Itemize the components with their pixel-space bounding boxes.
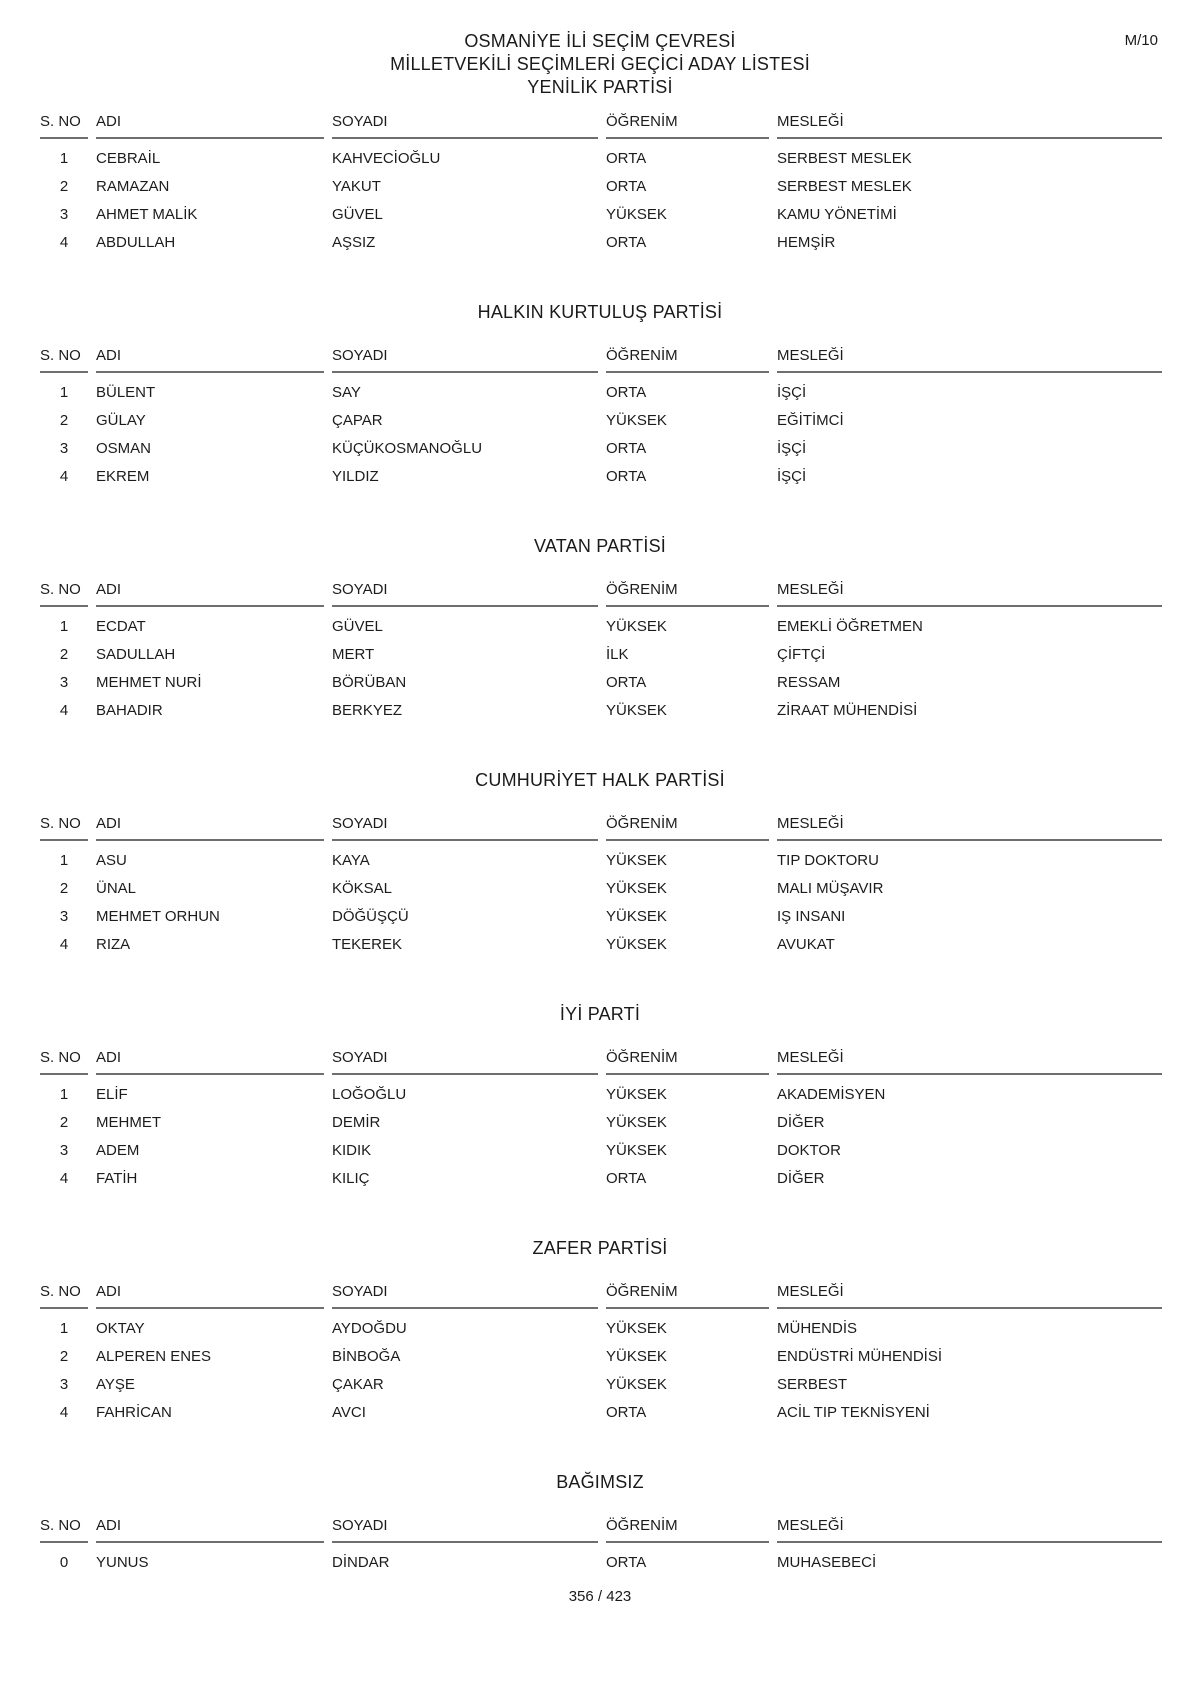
cell-sno: 3: [59, 1141, 69, 1159]
cell-ogrenim: YÜKSEK: [606, 1319, 667, 1337]
cell-adi: SADULLAH: [96, 645, 176, 663]
cell-ogrenim: ORTA: [606, 467, 647, 485]
candidate-row: [40, 1342, 1162, 1370]
cell-soyadi: KAHVECİOĞLU: [332, 149, 441, 167]
cell-meslegi: SERBEST MESLEK: [777, 149, 912, 167]
candidate-table: [40, 1283, 1162, 1426]
candidate-row: [40, 200, 1162, 228]
cell-ogrenim: YÜKSEK: [606, 1347, 667, 1365]
cell-meslegi: TIP DOKTORU: [777, 851, 879, 869]
column-header-sno: S. NO: [40, 113, 88, 139]
column-header-sno: S. NO: [40, 1517, 88, 1543]
column-header-sno: S. NO: [40, 1049, 88, 1075]
candidate-row: [40, 612, 1162, 640]
cell-sno: 3: [59, 1375, 69, 1393]
table-header-row: [40, 1049, 1162, 1075]
cell-adi: AYŞE: [96, 1375, 135, 1393]
cell-sno: 2: [59, 1347, 69, 1365]
column-header-adi: ADI: [96, 1049, 324, 1075]
table-body: [40, 373, 1162, 490]
cell-sno: 1: [59, 383, 69, 401]
cell-ogrenim: YÜKSEK: [606, 1375, 667, 1393]
cell-meslegi: SERBEST: [777, 1375, 848, 1393]
cell-soyadi: KILIÇ: [332, 1169, 370, 1187]
column-header-meslegi: MESLEĞİ: [777, 1049, 1162, 1075]
cell-sno: 2: [59, 879, 69, 897]
document-footer: [0, 1588, 1200, 1606]
candidate-row: [40, 378, 1162, 406]
cell-meslegi: ZİRAAT MÜHENDİSİ: [777, 701, 918, 719]
column-header-sno: S. NO: [40, 1283, 88, 1309]
cell-meslegi: DİĞER: [777, 1113, 825, 1131]
party-section: [0, 1238, 1200, 1426]
cell-soyadi: KÜÇÜKOSMANOĞLU: [332, 439, 483, 457]
cell-ogrenim: ORTA: [606, 1553, 647, 1571]
candidate-row: [40, 1164, 1162, 1192]
table-header-row: [40, 1517, 1162, 1543]
cell-sno: 4: [59, 467, 69, 485]
cell-adi: BÜLENT: [96, 383, 156, 401]
cell-meslegi: İŞÇİ: [777, 439, 807, 457]
cell-sno: 2: [59, 645, 69, 663]
cell-adi: ADEM: [96, 1141, 140, 1159]
cell-soyadi: SAY: [332, 383, 361, 401]
cell-meslegi: AVUKAT: [777, 935, 835, 953]
cell-ogrenim: İLK: [606, 645, 629, 663]
document-header: [0, 0, 1200, 99]
cell-soyadi: TEKEREK: [332, 935, 403, 953]
cell-ogrenim: YÜKSEK: [606, 935, 667, 953]
document-title-list: MİLLETVEKİLİ SEÇİMLERİ GEÇİCİ ADAY LİSTESİ: [390, 54, 810, 74]
party-title: VATAN PARTİSİ: [534, 536, 666, 556]
cell-soyadi: DEMİR: [332, 1113, 381, 1131]
cell-adi: RIZA: [96, 935, 131, 953]
column-header-adi: ADI: [96, 1283, 324, 1309]
cell-ogrenim: YÜKSEK: [606, 411, 667, 429]
table-body: [40, 139, 1162, 256]
cell-ogrenim: YÜKSEK: [606, 1113, 667, 1131]
column-header-ogrenim: ÖĞRENİM: [606, 347, 769, 373]
candidate-row: [40, 902, 1162, 930]
column-header-ogrenim: ÖĞRENİM: [606, 1049, 769, 1075]
column-header-meslegi: MESLEĞİ: [777, 347, 1162, 373]
cell-sno: 3: [59, 907, 69, 925]
cell-ogrenim: YÜKSEK: [606, 1141, 667, 1159]
cell-ogrenim: ORTA: [606, 149, 647, 167]
candidate-row: [40, 1080, 1162, 1108]
column-header-adi: ADI: [96, 815, 324, 841]
column-header-adi: ADI: [96, 1517, 324, 1543]
candidate-row: [40, 1136, 1162, 1164]
candidate-row: [40, 172, 1162, 200]
column-header-meslegi: MESLEĞİ: [777, 1283, 1162, 1309]
cell-meslegi: EĞİTİMCİ: [777, 411, 844, 429]
cell-soyadi: ÇAPAR: [332, 411, 383, 429]
cell-adi: MEHMET ORHUN: [96, 907, 220, 925]
cell-adi: ALPEREN ENES: [96, 1347, 212, 1365]
cell-ogrenim: YÜKSEK: [606, 1085, 667, 1103]
page-marker: M/10: [1124, 32, 1158, 49]
cell-meslegi: IŞ INSANI: [777, 907, 846, 925]
cell-ogrenim: YÜKSEK: [606, 907, 667, 925]
candidate-row: [40, 696, 1162, 724]
cell-soyadi: DİNDAR: [332, 1553, 390, 1571]
cell-ogrenim: ORTA: [606, 673, 647, 691]
cell-soyadi: BERKYEZ: [332, 701, 403, 719]
cell-soyadi: ÇAKAR: [332, 1375, 384, 1393]
candidate-row: [40, 640, 1162, 668]
cell-adi: ÜNAL: [96, 879, 137, 897]
cell-soyadi: GÜVEL: [332, 205, 383, 223]
column-header-meslegi: MESLEĞİ: [777, 581, 1162, 607]
cell-adi: ABDULLAH: [96, 233, 176, 251]
cell-soyadi: AŞSIZ: [332, 233, 376, 251]
cell-soyadi: BÖRÜBAN: [332, 673, 407, 691]
cell-ogrenim: ORTA: [606, 233, 647, 251]
cell-meslegi: ACİL TIP TEKNİSYENİ: [777, 1403, 930, 1421]
cell-adi: EKREM: [96, 467, 150, 485]
candidate-table: [40, 581, 1162, 724]
candidate-row: [40, 1398, 1162, 1426]
cell-sno: 2: [59, 411, 69, 429]
party-section: [0, 1004, 1200, 1192]
candidate-table: [40, 113, 1162, 256]
cell-adi: FAHRİCAN: [96, 1403, 172, 1421]
candidate-row: [40, 1370, 1162, 1398]
party-title: BAĞIMSIZ: [556, 1472, 644, 1492]
cell-sno: 3: [59, 673, 69, 691]
table-header-row: [40, 1283, 1162, 1309]
column-header-soyadi: SOYADI: [332, 113, 598, 139]
candidate-row: [40, 406, 1162, 434]
cell-meslegi: KAMU YÖNETİMİ: [777, 205, 897, 223]
cell-adi: ASU: [96, 851, 127, 869]
cell-sno: 1: [59, 1319, 69, 1337]
cell-sno: 2: [59, 177, 69, 195]
cell-meslegi: DİĞER: [777, 1169, 825, 1187]
cell-soyadi: KAYA: [332, 851, 370, 869]
column-header-adi: ADI: [96, 347, 324, 373]
column-header-soyadi: SOYADI: [332, 815, 598, 841]
party-title: HALKIN KURTULUŞ PARTİSİ: [477, 302, 723, 322]
column-header-adi: ADI: [96, 113, 324, 139]
cell-meslegi: AKADEMİSYEN: [777, 1085, 886, 1103]
cell-ogrenim: YÜKSEK: [606, 851, 667, 869]
column-header-soyadi: SOYADI: [332, 1283, 598, 1309]
cell-adi: OKTAY: [96, 1319, 145, 1337]
table-body: [40, 1543, 1162, 1576]
cell-soyadi: KIDIK: [332, 1141, 372, 1159]
candidate-lists: [0, 113, 1200, 1576]
cell-sno: 1: [59, 1085, 69, 1103]
cell-sno: 4: [59, 1169, 69, 1187]
cell-adi: FATİH: [96, 1169, 138, 1187]
cell-soyadi: YAKUT: [332, 177, 381, 195]
column-header-adi: ADI: [96, 581, 324, 607]
column-header-sno: S. NO: [40, 815, 88, 841]
party-section: [0, 1472, 1200, 1576]
party-title: ZAFER PARTİSİ: [532, 1238, 668, 1258]
cell-meslegi: EMEKLİ ÖĞRETMEN: [777, 617, 923, 635]
cell-adi: YUNUS: [96, 1553, 149, 1571]
cell-ogrenim: ORTA: [606, 177, 647, 195]
party-section: [0, 770, 1200, 958]
candidate-row: [40, 874, 1162, 902]
table-header-row: [40, 347, 1162, 373]
cell-adi: MEHMET: [96, 1113, 161, 1131]
candidate-table: [40, 815, 1162, 958]
column-header-sno: S. NO: [40, 347, 88, 373]
candidate-table: [40, 1517, 1162, 1576]
candidate-row: [40, 1548, 1162, 1576]
cell-meslegi: MALI MÜŞAVIR: [777, 879, 884, 897]
cell-ogrenim: ORTA: [606, 1169, 647, 1187]
cell-ogrenim: YÜKSEK: [606, 617, 667, 635]
candidate-table: [40, 347, 1162, 490]
column-header-soyadi: SOYADI: [332, 347, 598, 373]
cell-ogrenim: YÜKSEK: [606, 879, 667, 897]
cell-ogrenim: ORTA: [606, 383, 647, 401]
candidate-row: [40, 228, 1162, 256]
cell-sno: 0: [59, 1553, 69, 1571]
column-header-ogrenim: ÖĞRENİM: [606, 1283, 769, 1309]
cell-ogrenim: ORTA: [606, 439, 647, 457]
cell-meslegi: RESSAM: [777, 673, 841, 691]
cell-meslegi: İŞÇİ: [777, 467, 807, 485]
cell-sno: 3: [59, 205, 69, 223]
table-header-row: [40, 581, 1162, 607]
cell-adi: OSMAN: [96, 439, 152, 457]
cell-soyadi: BİNBOĞA: [332, 1347, 401, 1365]
cell-soyadi: AYDOĞDU: [332, 1319, 407, 1337]
column-header-soyadi: SOYADI: [332, 581, 598, 607]
table-header-row: [40, 815, 1162, 841]
candidate-row: [40, 1108, 1162, 1136]
column-header-meslegi: MESLEĞİ: [777, 1517, 1162, 1543]
cell-soyadi: YILDIZ: [332, 467, 379, 485]
party-section: [0, 536, 1200, 724]
cell-soyadi: KÖKSAL: [332, 879, 393, 897]
table-body: [40, 607, 1162, 724]
cell-sno: 1: [59, 149, 69, 167]
cell-meslegi: İŞÇİ: [777, 383, 807, 401]
cell-adi: GÜLAY: [96, 411, 146, 429]
candidate-row: [40, 930, 1162, 958]
candidate-table: [40, 1049, 1162, 1192]
table-body: [40, 1309, 1162, 1426]
column-header-meslegi: MESLEĞİ: [777, 815, 1162, 841]
party-title: CUMHURİYET HALK PARTİSİ: [475, 770, 725, 790]
column-header-ogrenim: ÖĞRENİM: [606, 113, 769, 139]
cell-sno: 1: [59, 617, 69, 635]
cell-adi: CEBRAİL: [96, 149, 161, 167]
cell-ogrenim: YÜKSEK: [606, 701, 667, 719]
candidate-row: [40, 846, 1162, 874]
cell-meslegi: ENDÜSTRİ MÜHENDİSİ: [777, 1347, 943, 1365]
cell-sno: 3: [59, 439, 69, 457]
page-number: 356 / 423: [568, 1588, 632, 1605]
cell-meslegi: MÜHENDİS: [777, 1319, 858, 1337]
cell-sno: 4: [59, 935, 69, 953]
column-header-sno: S. NO: [40, 581, 88, 607]
candidate-row: [40, 668, 1162, 696]
cell-sno: 1: [59, 851, 69, 869]
cell-meslegi: SERBEST MESLEK: [777, 177, 912, 195]
party-title: İYİ PARTİ: [559, 1004, 641, 1024]
party-section: [0, 113, 1200, 256]
cell-sno: 2: [59, 1113, 69, 1131]
cell-adi: AHMET MALİK: [96, 205, 198, 223]
cell-soyadi: GÜVEL: [332, 617, 383, 635]
cell-ogrenim: ORTA: [606, 1403, 647, 1421]
document-title-first-party: YENİLİK PARTİSİ: [527, 77, 673, 97]
candidate-row: [40, 144, 1162, 172]
cell-meslegi: MUHASEBECİ: [777, 1553, 877, 1571]
column-header-soyadi: SOYADI: [332, 1517, 598, 1543]
cell-sno: 4: [59, 233, 69, 251]
cell-meslegi: DOKTOR: [777, 1141, 841, 1159]
candidate-row: [40, 434, 1162, 462]
cell-adi: ECDAT: [96, 617, 146, 635]
column-header-soyadi: SOYADI: [332, 1049, 598, 1075]
column-header-ogrenim: ÖĞRENİM: [606, 815, 769, 841]
candidate-row: [40, 1314, 1162, 1342]
document-title-district: OSMANİYE İLİ SEÇİM ÇEVRESİ: [464, 31, 736, 51]
cell-soyadi: LOĞOĞLU: [332, 1085, 407, 1103]
cell-meslegi: HEMŞİR: [777, 233, 836, 251]
candidate-row: [40, 462, 1162, 490]
table-body: [40, 1075, 1162, 1192]
cell-sno: 4: [59, 1403, 69, 1421]
cell-soyadi: AVCI: [332, 1403, 366, 1421]
column-header-ogrenim: ÖĞRENİM: [606, 1517, 769, 1543]
cell-sno: 4: [59, 701, 69, 719]
party-section: [0, 302, 1200, 490]
cell-meslegi: ÇİFTÇİ: [777, 645, 826, 663]
cell-ogrenim: YÜKSEK: [606, 205, 667, 223]
table-body: [40, 841, 1162, 958]
cell-adi: RAMAZAN: [96, 177, 170, 195]
table-header-row: [40, 113, 1162, 139]
cell-adi: BAHADIR: [96, 701, 163, 719]
cell-soyadi: DÖĞÜŞÇÜ: [332, 907, 409, 925]
column-header-meslegi: MESLEĞİ: [777, 113, 1162, 139]
cell-soyadi: MERT: [332, 645, 375, 663]
cell-adi: MEHMET NURİ: [96, 673, 202, 691]
column-header-ogrenim: ÖĞRENİM: [606, 581, 769, 607]
cell-adi: ELİF: [96, 1085, 128, 1103]
